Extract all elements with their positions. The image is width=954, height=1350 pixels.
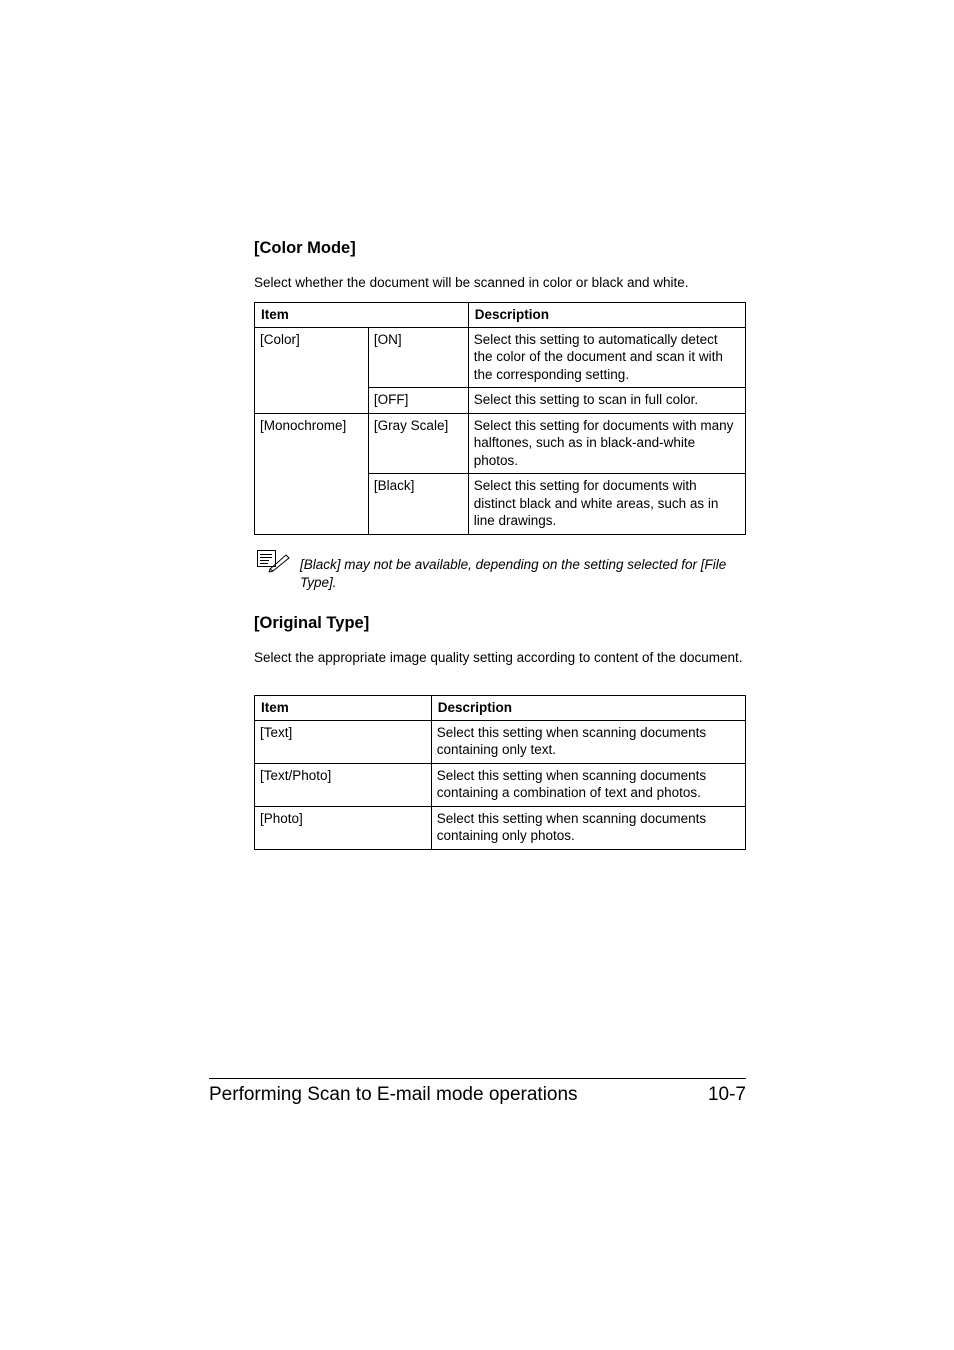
description-cell: Select this setting for documents with many halftones, such as in black-and-white photos. [468, 413, 745, 474]
item-cell: [Text] [255, 720, 432, 763]
table-row [255, 327, 746, 388]
description-cell: Select this setting to automatically detect the color of the document and scan it with the corresponding setting. [468, 327, 745, 388]
header-description: Description [431, 696, 745, 721]
description-cell: Select this setting when scanning documents containing a combination of text and photos. [431, 763, 745, 806]
color-mode-table [254, 302, 746, 535]
table-row [255, 806, 746, 849]
table-row [255, 763, 746, 806]
item-cell: [Photo] [255, 806, 432, 849]
description-cell: Select this setting for documents with distinct black and white areas, such as in line drawings. [468, 474, 745, 535]
header-description: Description [468, 303, 745, 328]
note-text: [Black] may not be available, depending on the setting selected for [File Type]. [300, 557, 727, 590]
description-cell: Select this setting to scan in full color. [468, 388, 745, 414]
original-type-intro: Select the appropriate image quality setting according to content of the document. [254, 650, 743, 665]
sub-item-cell: [Black] [368, 474, 468, 535]
table-header-row [255, 696, 746, 721]
original-type-table [254, 695, 746, 850]
table-header-row [255, 303, 746, 328]
sub-item-cell: [ON] [368, 327, 468, 388]
description-cell: Select this setting when scanning documents containing only photos. [431, 806, 745, 849]
page-number: 10-7 [707, 1084, 746, 1105]
footer-title: Performing Scan to E-mail mode operations [209, 1084, 578, 1105]
footer-divider [209, 1078, 746, 1079]
item-cell: [Monochrome] [255, 413, 369, 534]
item-cell: [Text/Photo] [255, 763, 432, 806]
description-cell: Select this setting when scanning documents containing only text. [431, 720, 745, 763]
header-item: Item [255, 303, 469, 328]
original-type-heading: [Original Type] [254, 614, 370, 632]
table-row [255, 720, 746, 763]
header-item: Item [255, 696, 432, 721]
color-mode-intro: Select whether the document will be scanned in color or black and white. [254, 275, 689, 290]
sub-item-cell: [Gray Scale] [368, 413, 468, 474]
table-row [255, 413, 746, 474]
note-pencil-icon [256, 549, 290, 573]
item-cell: [Color] [255, 327, 369, 413]
color-mode-heading: [Color Mode] [254, 239, 356, 257]
sub-item-cell: [OFF] [368, 388, 468, 414]
